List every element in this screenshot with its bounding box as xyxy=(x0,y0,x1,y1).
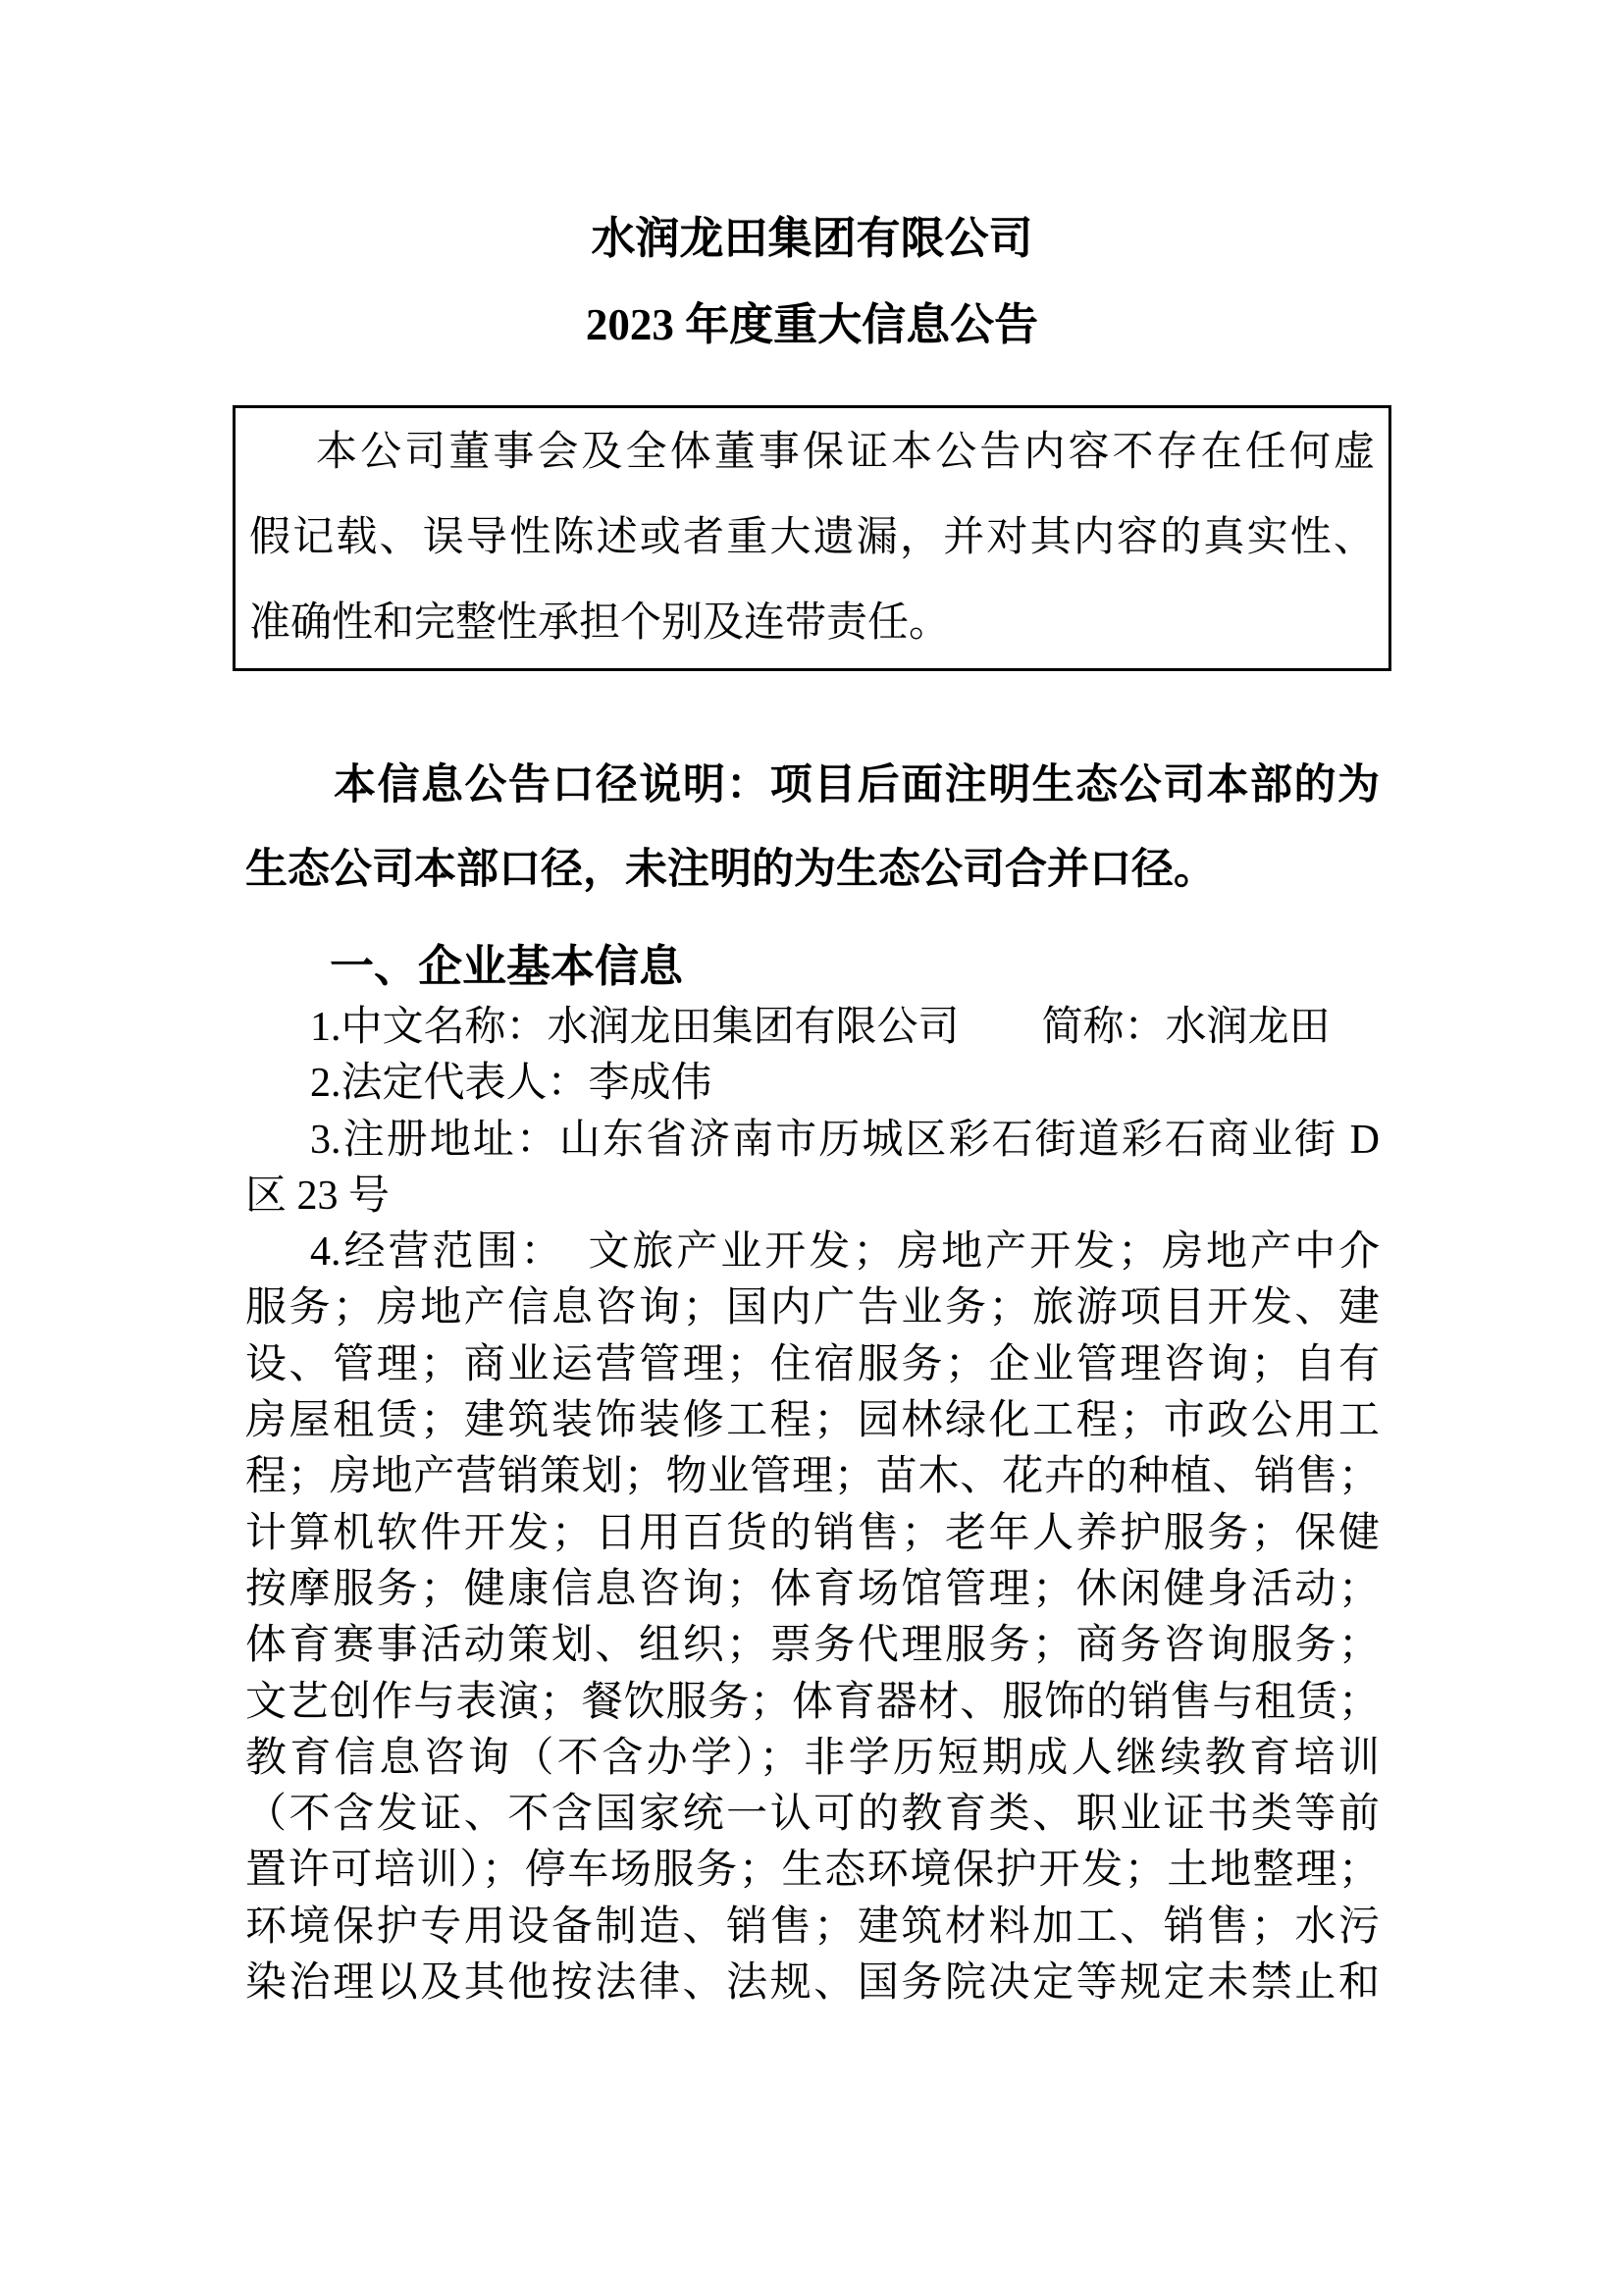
disclaimer-line-3: 准确性和完整性承担个别及连带责任。 xyxy=(249,600,951,646)
disclaimer-box xyxy=(233,405,1391,671)
item-legal-representative: 2.法定代表人：李成伟 xyxy=(310,1061,712,1107)
item-business-scope-line-11: （不含发证、不含国家统一认可的教育类、职业证书类等前 xyxy=(245,1792,1380,1838)
caliber-note xyxy=(245,744,1380,913)
document-subtitle: 2023 年度重大信息公告 xyxy=(585,300,1039,349)
caliber-line-2: 生态公司本部口径，未注明的为生态公司合并口径。 xyxy=(245,847,1216,893)
item-business-scope-line-5: 程；房地产营销策划；物业管理；苗木、花卉的种植、销售； xyxy=(245,1454,1380,1500)
item-business-scope-line-2: 服务；房地产信息咨询；国内广告业务；旅游项目开发、建 xyxy=(245,1285,1380,1331)
item-business-scope-line-12: 置许可培训）；停车场服务；生态环境保护开发；土地整理； xyxy=(245,1848,1380,1894)
item-business-scope-line-7: 按摩服务；健康信息咨询；体育场馆管理；休闲健身活动； xyxy=(245,1566,1380,1612)
disclaimer-line-2: 假记载、误导性陈述或者重大遗漏，并对其内容的真实性、 xyxy=(249,515,1375,560)
item-business-scope-line-14: 染治理以及其他按法律、法规、国务院决定等规定未禁止和 xyxy=(245,1960,1380,2007)
section-heading-basic-info: 一、企业基本信息 xyxy=(330,942,684,991)
item-business-scope-line-6: 计算机软件开发；日用百货的销售；老年人养护服务；保健 xyxy=(245,1510,1380,1556)
disclaimer-line-1: 本公司董事会及全体董事保证本公告内容不存在任何虚 xyxy=(316,430,1375,475)
item-business-scope-line-4: 房屋租赁；建筑装饰装修工程；园林绿化工程；市政公用工 xyxy=(245,1398,1380,1444)
item-registered-address-line-1: 3.注册地址：山东省济南市历城区彩石街道彩石商业街 D xyxy=(310,1117,1380,1163)
basic-info-list xyxy=(245,1000,1380,2011)
caliber-line-1: 本信息公告口径说明：项目后面注明生态公司本部的为 xyxy=(334,762,1380,808)
item-chinese-name: 1.中文名称：水润龙田集团有限公司 简称：水润龙田 xyxy=(310,1005,1331,1050)
item-business-scope-line-9: 文艺创作与表演；餐饮服务；体育器材、服饰的销售与租赁； xyxy=(245,1679,1380,1725)
item-business-scope-line-13: 环境保护专用设备制造、销售；建筑材料加工、销售；水污 xyxy=(245,1904,1380,1950)
document-title: 水润龙田集团有限公司 xyxy=(591,214,1033,263)
item-registered-address-line-2: 区 23 号 xyxy=(245,1173,391,1219)
item-business-scope-line-10: 教育信息咨询（不含办学）；非学历短期成人继续教育培训 xyxy=(245,1735,1380,1781)
item-business-scope-line-1: 4.经营范围： 文旅产业开发；房地产开发；房地产中介 xyxy=(310,1229,1380,1276)
item-business-scope-line-8: 体育赛事活动策划、组织；票务代理服务；商务咨询服务； xyxy=(245,1623,1380,1669)
item-business-scope-line-3: 设、管理；商业运营管理；住宿服务；企业管理咨询；自有 xyxy=(245,1341,1380,1387)
